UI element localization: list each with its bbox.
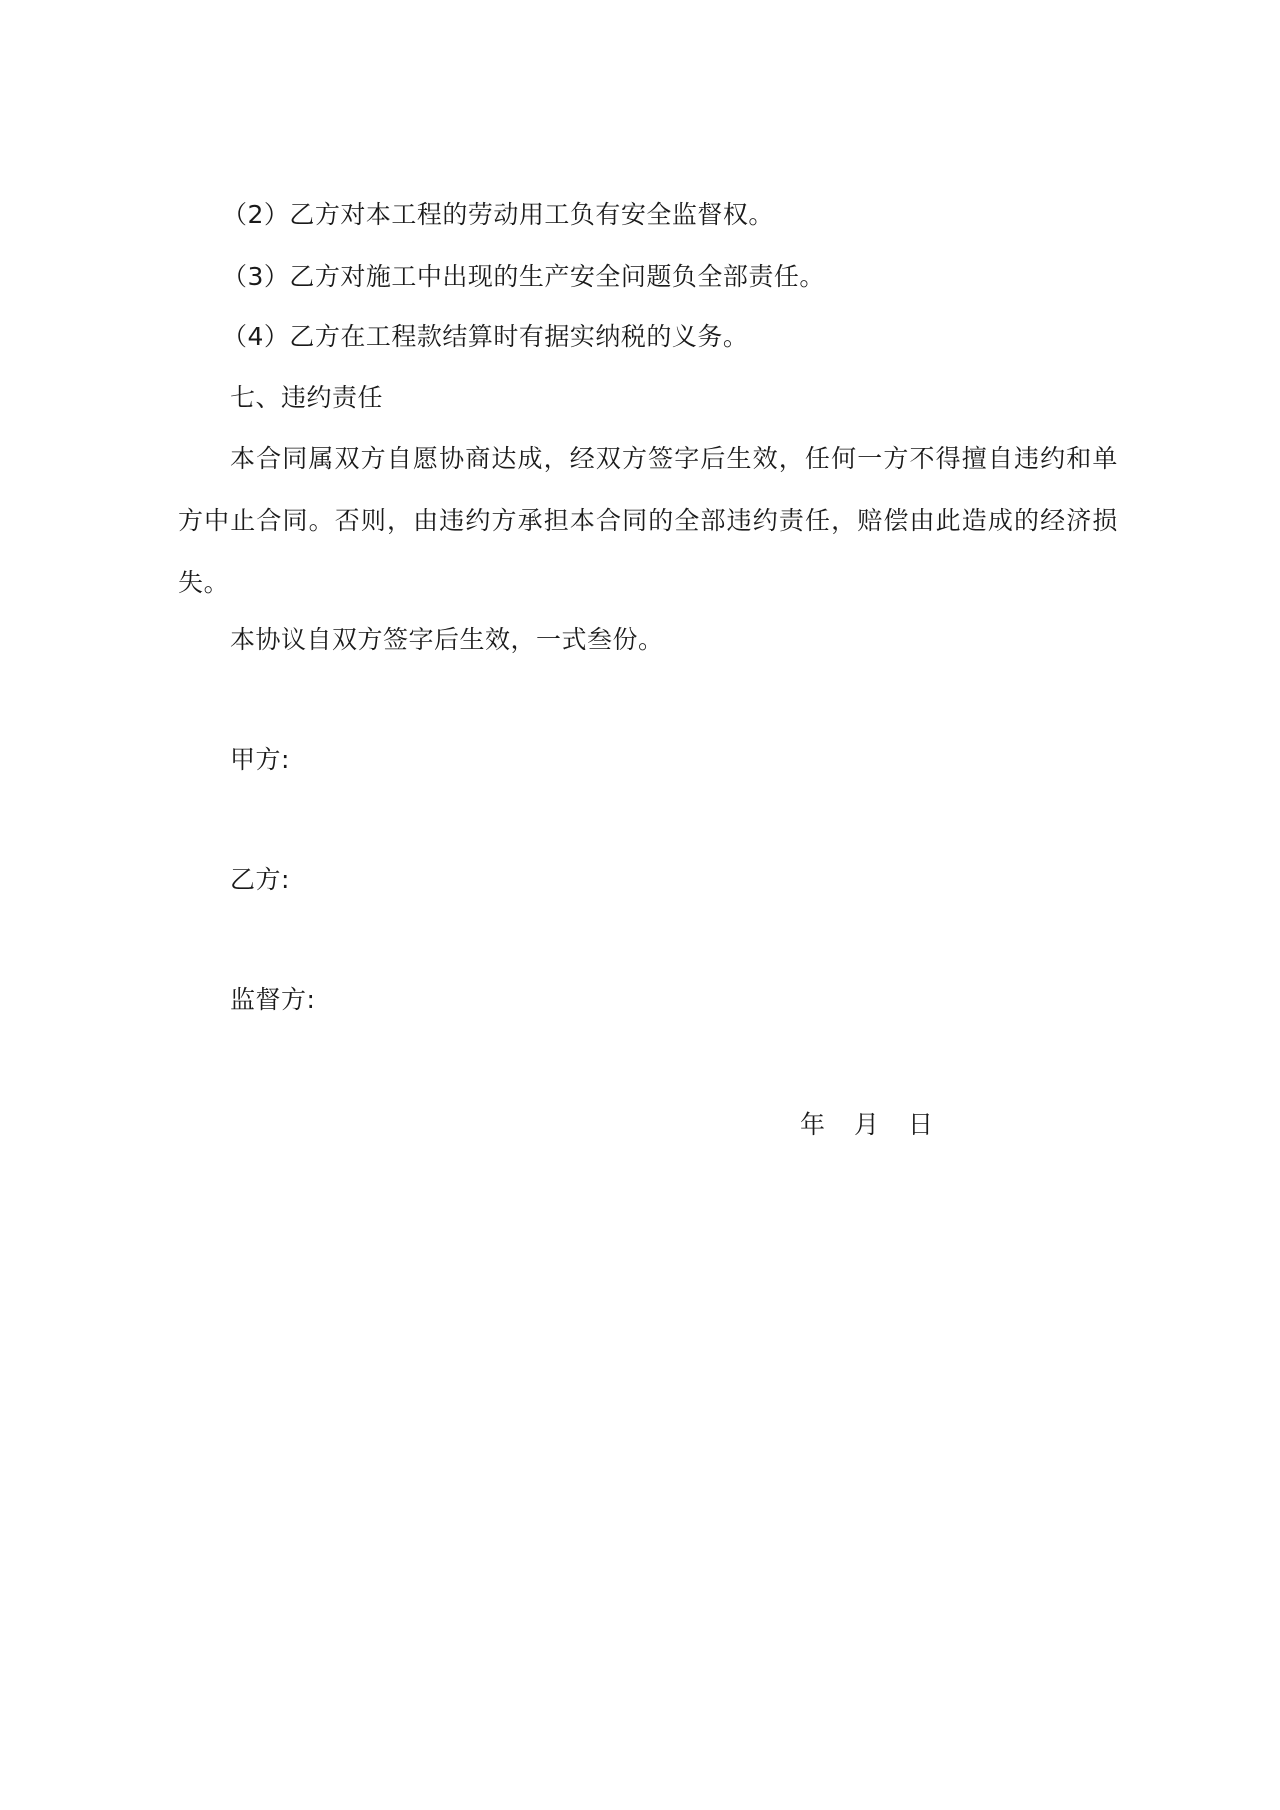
signature-party-a: 甲方:: [230, 745, 290, 774]
signature-party-b: 乙方:: [230, 865, 290, 894]
clause-2: （2）乙方对本工程的劳动用工负有安全监督权。: [222, 200, 774, 229]
signature-supervisor: 监督方:: [230, 985, 316, 1014]
clause-4: （4）乙方在工程款结算时有据实纳税的义务。: [222, 322, 749, 351]
clause-3: （3）乙方对施工中出现的生产安全问题负全部责任。: [222, 262, 825, 291]
date-line: 年 月 日: [800, 1110, 936, 1139]
breach-paragraph: 本合同属双方自愿协商达成，经双方签字后生效，任何一方不得擅自违约和单方中止合同。否则，由违约方承担本合同的全部违约责任，赔偿由此造成的经济损失。: [178, 444, 1118, 597]
section-heading: 七、违约责任: [230, 383, 384, 412]
closing-paragraph: 本协议自双方签字后生效，一式叁份。: [230, 625, 664, 654]
